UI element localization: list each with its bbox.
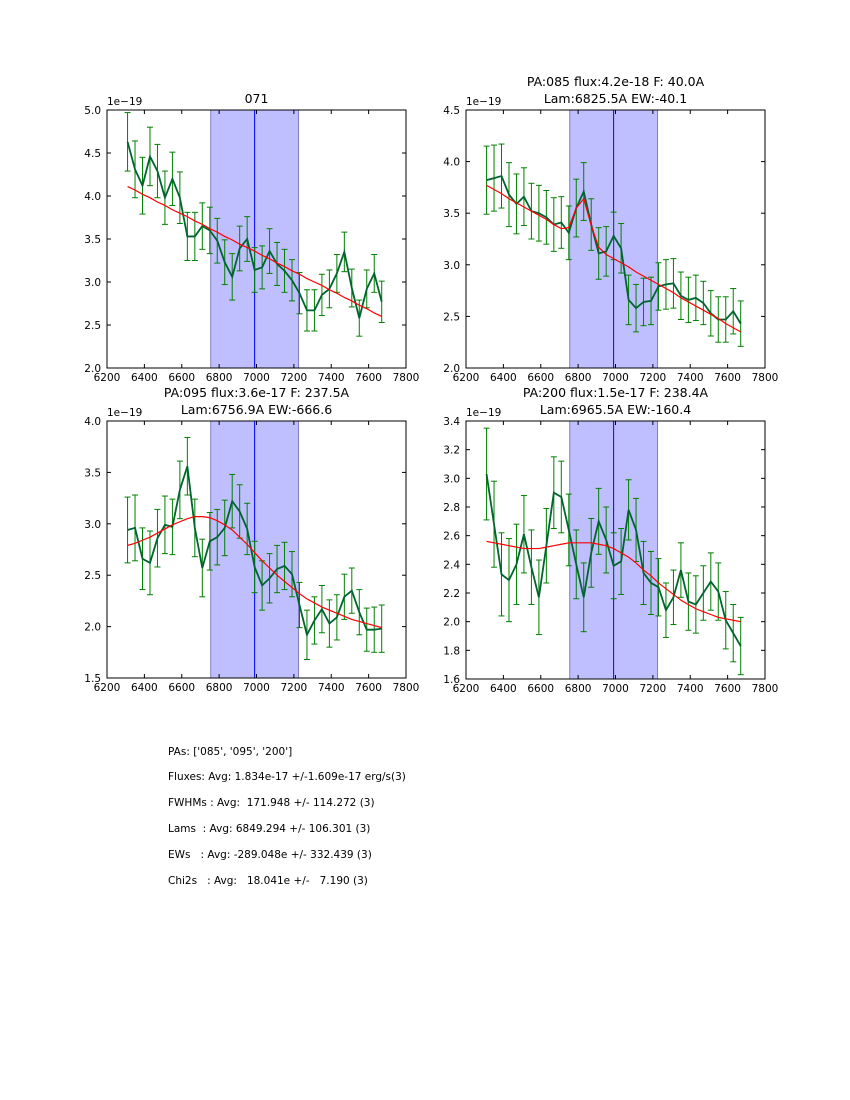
subplot-4 — [443, 385, 778, 695]
x-tick-label: 6600 — [527, 372, 555, 384]
subplot-title: Lam:6825.5A EW:-40.1 — [543, 91, 688, 106]
x-tick-label: 6800 — [205, 372, 233, 384]
x-tick-label: 7000 — [602, 683, 629, 695]
y-tick-label: 1.8 — [443, 645, 460, 658]
y-tick-label: 4.0 — [443, 156, 460, 169]
summary-fluxes: Fluxes: Avg: 1.834e-17 +/-1.609e-17 erg/s(3) — [168, 771, 406, 783]
y-tick-label: 3.2 — [443, 444, 460, 457]
y-tick-label: 2.5 — [443, 311, 460, 324]
subplot-1 — [84, 91, 419, 384]
y-tick-label: 3.0 — [443, 259, 460, 272]
y-tick-label: 2.5 — [84, 320, 101, 332]
subplot-title: Lam:6756.9A EW:-666.6 — [180, 402, 333, 417]
summary-ews: EWs : Avg: -289.048e +/- 332.439 (3) — [168, 849, 372, 861]
x-tick-label: 6600 — [168, 682, 196, 694]
y-tick-label: 2.0 — [84, 363, 101, 375]
y-tick-label: 2.2 — [443, 588, 460, 600]
subplot-2 — [443, 74, 778, 384]
y-tick-label: 2.6 — [443, 530, 460, 543]
x-tick-label: 6800 — [564, 372, 592, 384]
x-tick-label: 7600 — [714, 683, 741, 695]
y-tick-label: 1.6 — [443, 674, 460, 686]
y-tick-label: 5.0 — [84, 105, 101, 117]
x-tick-label: 6600 — [168, 372, 196, 384]
x-tick-label: 7200 — [639, 683, 667, 695]
x-tick-label: 7200 — [280, 372, 308, 384]
y-tick-label: 2.4 — [443, 559, 460, 572]
y-tick-label: 1.5 — [84, 673, 101, 685]
y-tick-label: 3.5 — [443, 208, 460, 221]
x-tick-label: 6800 — [564, 683, 592, 695]
y-tick-label: 2.0 — [443, 363, 460, 375]
x-tick-label: 6400 — [490, 372, 517, 384]
x-tick-label: 7000 — [243, 682, 270, 694]
subplot-title: PA:085 flux:4.2e-18 F: 40.0A — [526, 74, 705, 89]
y-tick-label: 3.5 — [84, 467, 101, 480]
offset-label: 1e−19 — [107, 96, 143, 108]
y-tick-label: 3.0 — [84, 277, 101, 289]
x-tick-label: 6200 — [93, 682, 121, 694]
y-tick-label: 4.5 — [443, 105, 460, 117]
x-tick-label: 6600 — [527, 683, 555, 695]
x-tick-label: 7600 — [714, 372, 741, 384]
y-tick-label: 4.5 — [84, 148, 101, 160]
summary-fwhms: FWHMs : Avg: 171.948 +/- 114.272 (3) — [168, 797, 375, 809]
y-tick-label: 4.0 — [84, 191, 101, 203]
x-tick-label: 7800 — [392, 682, 420, 694]
x-tick-label: 6400 — [131, 372, 158, 384]
x-tick-label: 7400 — [317, 682, 345, 694]
x-tick-label: 7400 — [676, 683, 704, 695]
x-tick-label: 7000 — [243, 372, 270, 384]
subplot-title: 071 — [244, 91, 269, 106]
y-tick-label: 3.0 — [84, 518, 101, 531]
x-tick-label: 7200 — [280, 682, 308, 694]
subplot-title: Lam:6965.5A EW:-160.4 — [539, 402, 692, 417]
subplot-title: PA:095 flux:3.6e-17 F: 237.5A — [163, 385, 350, 400]
x-tick-label: 7200 — [639, 372, 667, 384]
y-tick-label: 2.8 — [443, 502, 460, 514]
y-tick-label: 2.5 — [84, 570, 101, 583]
x-tick-label: 6200 — [452, 372, 480, 384]
x-tick-label: 6800 — [205, 682, 233, 694]
x-tick-label: 7600 — [355, 372, 382, 384]
x-tick-label: 6400 — [131, 682, 158, 694]
y-tick-label: 2.0 — [84, 621, 101, 634]
y-tick-label: 3.4 — [443, 416, 460, 428]
offset-label: 1e−19 — [107, 407, 143, 419]
x-tick-label: 7400 — [317, 372, 345, 384]
y-tick-label: 3.5 — [84, 234, 101, 246]
x-tick-label: 6200 — [452, 683, 480, 695]
offset-label: 1e−19 — [466, 96, 502, 108]
subplot-title: PA:200 flux:1.5e-17 F: 238.4A — [522, 385, 709, 400]
x-tick-label: 7400 — [676, 372, 704, 384]
x-tick-label: 7000 — [602, 372, 629, 384]
x-tick-label: 7800 — [392, 372, 420, 384]
summary-pas: PAs: ['085', '095', '200'] — [168, 746, 293, 758]
x-tick-label: 7800 — [751, 372, 779, 384]
x-tick-label: 7600 — [355, 682, 382, 694]
offset-label: 1e−19 — [466, 407, 502, 419]
x-tick-label: 7800 — [751, 683, 779, 695]
subplot-3 — [84, 385, 419, 694]
y-tick-label: 2.0 — [443, 616, 460, 629]
summary-chi2s: Chi2s : Avg: 18.041e +/- 7.190 (3) — [168, 875, 368, 887]
x-tick-label: 6400 — [490, 683, 517, 695]
y-tick-label: 3.0 — [443, 473, 460, 486]
summary-lams: Lams : Avg: 6849.294 +/- 106.301 (3) — [168, 823, 371, 835]
x-tick-label: 6200 — [93, 372, 121, 384]
y-tick-label: 4.0 — [84, 416, 101, 428]
